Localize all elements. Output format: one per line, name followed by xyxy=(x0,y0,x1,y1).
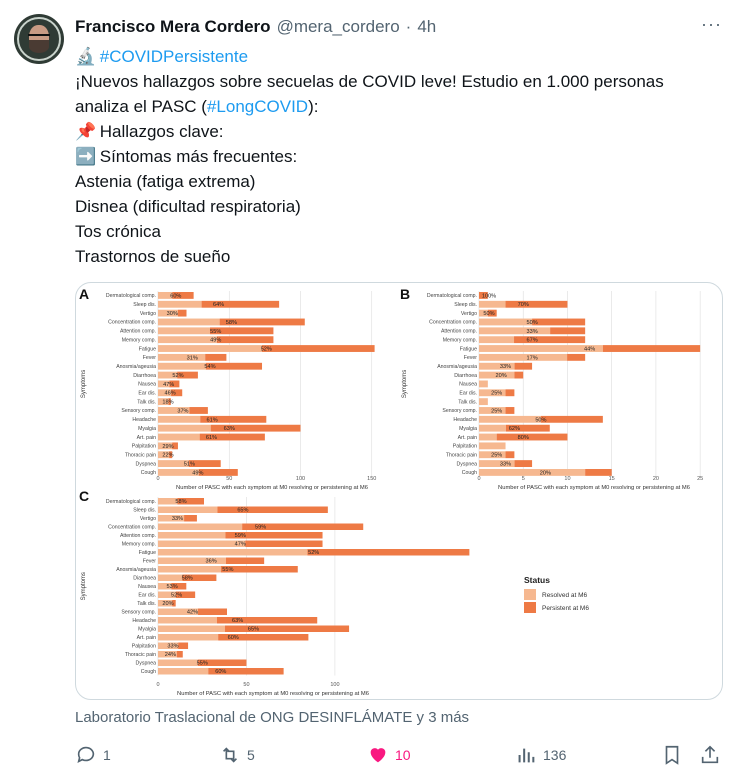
bar-resolved xyxy=(479,354,567,361)
symptom-item: Trastornos de sueño xyxy=(75,247,231,266)
bar-persistent xyxy=(514,372,523,379)
bar-resolved xyxy=(158,336,217,343)
category-label: Dyspnea xyxy=(135,461,156,468)
category-label: Sensory comp. xyxy=(442,408,477,415)
category-label: Headache xyxy=(132,617,156,624)
bar-persistent xyxy=(567,354,585,361)
bar-persistent xyxy=(178,643,188,650)
category-label: Sensory comp. xyxy=(121,609,156,616)
data-label: 55% xyxy=(222,567,234,574)
x-tick-label: 25 xyxy=(697,476,704,482)
data-label: 30% xyxy=(166,311,178,318)
text-line-key-findings xyxy=(75,119,715,144)
data-label: 46% xyxy=(164,390,176,397)
y-axis-label: Symptoms xyxy=(402,369,408,399)
bar-persistent xyxy=(515,363,533,370)
data-label: 65% xyxy=(237,507,249,514)
data-label: 49% xyxy=(192,470,204,477)
bar-resolved xyxy=(479,442,506,449)
y-axis-label: Symptoms xyxy=(81,369,87,399)
bar-persistent xyxy=(515,460,533,467)
data-label: 53% xyxy=(166,584,178,591)
separator-dot: · xyxy=(405,17,412,36)
x-tick-label: 5 xyxy=(521,476,525,482)
x-axis-label: Number of PASC with each symptom at M0 resolving or persistening at M6 xyxy=(498,485,690,491)
bar-persistent xyxy=(497,434,568,441)
post-text xyxy=(75,44,715,269)
category-label: Cough xyxy=(140,668,156,675)
x-axis-label: Number of PASC with each symptom at M0 resolving or persistening at M6 xyxy=(176,485,368,491)
data-label: 33% xyxy=(526,328,538,335)
category-label: Ear dis. xyxy=(138,592,156,599)
views-icon xyxy=(515,744,537,766)
bar-persistent xyxy=(245,541,322,548)
data-label: 58% xyxy=(225,319,237,326)
category-label: Dermatological comp. xyxy=(426,293,477,300)
more-icon[interactable]: ··· xyxy=(701,14,722,34)
data-label: 65% xyxy=(247,626,260,633)
bar-resolved xyxy=(158,575,183,582)
bar-persistent xyxy=(506,301,568,308)
category-label: Art. pain xyxy=(457,434,477,441)
chart-figure xyxy=(76,283,722,699)
bar-resolved xyxy=(479,416,541,423)
bar-persistent xyxy=(199,469,238,476)
category-label: Nausea xyxy=(459,381,477,388)
bar-persistent xyxy=(177,651,183,658)
bar-resolved xyxy=(158,541,245,548)
data-label: 33% xyxy=(499,364,512,371)
data-label: 20% xyxy=(539,470,551,477)
category-label: Myalgia xyxy=(138,626,156,633)
data-label: 20% xyxy=(162,601,174,608)
views-count: 136 xyxy=(543,747,567,763)
bar-resolved xyxy=(158,301,202,308)
bar-persistent xyxy=(506,451,515,458)
bar-resolved xyxy=(158,626,225,633)
category-label: Thoracic pain xyxy=(124,651,156,658)
panel-label: C xyxy=(79,488,90,504)
category-label: Sleep dis. xyxy=(133,302,156,309)
key-findings-label: Hallazgos clave: xyxy=(99,122,224,141)
action-bar xyxy=(75,742,725,768)
data-label: 61% xyxy=(205,434,218,441)
data-label: 42% xyxy=(186,609,199,616)
data-label: 29% xyxy=(162,443,174,450)
hashtag-covidpersistente[interactable]: #COVIDPersistente xyxy=(99,47,249,66)
author-handle[interactable]: @mera_cordero xyxy=(276,17,400,36)
category-label: Anosmia/ageusia xyxy=(116,566,156,573)
bar-persistent xyxy=(217,507,327,514)
text-line-intro: ¡Nuevos hallazgos sobre secuelas de COVID leve! Estudio en 1.000 personas xyxy=(75,72,664,91)
data-label: 44% xyxy=(583,346,596,353)
x-tick-label: 20 xyxy=(652,476,659,482)
category-label: Fever xyxy=(463,355,477,362)
x-axis-label: Number of PASC with each symptom at M0 resolving or persistening at M6 xyxy=(177,691,369,697)
category-label: Memory comp. xyxy=(121,541,156,548)
legend-entry: Persistent at M6 xyxy=(542,605,589,612)
legend-title: Status xyxy=(524,575,550,585)
y-axis-label: Symptoms xyxy=(81,572,87,601)
text-line-tag xyxy=(75,44,715,69)
data-label: 50% xyxy=(535,417,547,424)
legend-entry: Resolved at M6 xyxy=(542,592,588,599)
category-label: Diarrhoea xyxy=(454,372,477,379)
right-arrow-icon: ➡️ xyxy=(75,147,97,166)
data-label: 22% xyxy=(162,452,174,459)
bar-persistent xyxy=(506,407,515,414)
repost-icon xyxy=(219,744,241,766)
data-label: 52% xyxy=(260,346,272,353)
data-label: 47% xyxy=(163,381,175,388)
category-label: Concentration comp. xyxy=(429,319,477,326)
data-label: 70% xyxy=(517,302,529,309)
category-label: Dyspnea xyxy=(456,461,477,468)
bar-persistent xyxy=(217,336,274,343)
image-caption[interactable]: Laboratorio Traslacional de ONG DESINFLÁMATE y 3 más xyxy=(75,709,470,726)
data-label: 51% xyxy=(183,461,195,468)
bar-resolved xyxy=(158,363,206,370)
post-image[interactable] xyxy=(75,282,723,700)
data-label: 80% xyxy=(517,434,529,441)
category-label: Memory comp. xyxy=(442,337,477,344)
x-tick-label: 10 xyxy=(564,476,571,482)
bar-persistent xyxy=(506,389,515,396)
category-label: Cough xyxy=(461,470,477,477)
symptom-item: Disnea (dificultad respiratoria) xyxy=(75,197,301,216)
legend-swatch xyxy=(524,602,536,613)
data-label: 54% xyxy=(204,364,216,371)
views-button[interactable] xyxy=(515,742,566,768)
category-label: Diarrhoea xyxy=(133,575,156,582)
pushpin-icon: 📌 xyxy=(75,122,97,141)
bar-resolved xyxy=(158,566,221,573)
data-label: 59% xyxy=(255,524,267,531)
data-label: 50% xyxy=(483,311,495,318)
data-label: 50% xyxy=(526,319,538,326)
bar-persistent xyxy=(514,336,585,343)
category-label: Fever xyxy=(142,355,156,362)
post-time[interactable]: 4h xyxy=(417,17,437,36)
category-label: Talk dis. xyxy=(458,399,477,406)
data-label: 100% xyxy=(481,293,497,300)
intro2-pre: analiza el PASC ( xyxy=(75,97,207,116)
bar-persistent xyxy=(603,345,700,352)
bar-resolved xyxy=(479,381,488,388)
category-label: Attention comp. xyxy=(119,328,156,335)
bar-resolved xyxy=(158,549,307,556)
category-label: Fatigue xyxy=(138,346,156,353)
bar-resolved xyxy=(158,668,208,675)
category-label: Diarrhoea xyxy=(133,372,156,379)
data-label: 24% xyxy=(164,652,176,659)
bar-resolved xyxy=(158,354,205,361)
bar-resolved xyxy=(479,469,585,476)
data-label: 25% xyxy=(491,408,503,415)
bookmark-icon xyxy=(661,744,683,766)
microscope-icon: 🔬 xyxy=(75,47,97,66)
data-label: 55% xyxy=(210,328,222,335)
bar-persistent xyxy=(532,319,585,326)
x-tick-label: 100 xyxy=(295,476,306,482)
avatar-glasses xyxy=(28,34,50,41)
bar-persistent xyxy=(225,626,349,633)
bar-persistent xyxy=(541,416,603,423)
category-label: Talk dis. xyxy=(137,399,156,406)
category-label: Palpitation xyxy=(131,443,156,450)
symptom-item: Astenia (fatiga extrema) xyxy=(75,172,256,191)
text-line-intro2 xyxy=(75,94,715,119)
category-label: Sensory comp. xyxy=(121,408,156,415)
data-label: 58% xyxy=(181,575,193,582)
data-label: 31% xyxy=(186,355,198,362)
repost-count: 5 xyxy=(247,747,255,763)
data-label: 20% xyxy=(495,373,507,380)
symptom-item: Tos crónica xyxy=(75,222,161,241)
bar-resolved xyxy=(158,660,198,667)
text-line-frequent xyxy=(75,144,715,169)
data-label: 18% xyxy=(162,399,174,406)
data-label: 62% xyxy=(508,426,520,433)
data-label: 67% xyxy=(526,337,538,344)
category-label: Cough xyxy=(140,470,156,477)
bar-resolved xyxy=(158,425,211,432)
bar-resolved xyxy=(479,319,532,326)
bar-persistent xyxy=(205,354,226,361)
category-label: Ear dis. xyxy=(459,390,477,397)
category-label: Attention comp. xyxy=(440,328,477,335)
category-label: Vertigo xyxy=(139,515,156,522)
data-label: 49% xyxy=(210,337,222,344)
data-label: 60% xyxy=(227,635,239,642)
avatar[interactable] xyxy=(14,14,64,64)
data-label: 52% xyxy=(308,550,320,557)
frequent-label: Síntomas más frecuentes: xyxy=(99,147,298,166)
x-tick-label: 50 xyxy=(226,476,233,482)
x-tick-label: 0 xyxy=(156,682,160,688)
bar-persistent xyxy=(226,558,264,565)
bar-resolved xyxy=(158,617,217,624)
bar-resolved xyxy=(158,524,242,531)
heart-icon xyxy=(367,744,389,766)
data-label: 58% xyxy=(175,499,187,506)
data-label: 55% xyxy=(196,660,208,667)
data-label: 47% xyxy=(234,541,246,548)
category-label: Art. pain xyxy=(136,434,156,441)
bar-resolved xyxy=(479,398,488,405)
data-label: 64% xyxy=(212,302,225,309)
data-label: 52% xyxy=(172,373,184,380)
x-tick-label: 50 xyxy=(243,682,250,688)
data-label: 25% xyxy=(491,452,503,459)
intro2-post: ): xyxy=(308,97,319,116)
category-label: Nausea xyxy=(138,583,156,590)
data-label: 63% xyxy=(232,618,244,625)
bar-resolved xyxy=(158,532,225,539)
x-tick-label: 0 xyxy=(477,476,481,482)
data-label: 33% xyxy=(499,461,512,468)
data-label: 63% xyxy=(223,426,235,433)
bookmark-button[interactable] xyxy=(661,742,683,768)
x-tick-label: 150 xyxy=(367,476,377,482)
bar-resolved xyxy=(479,434,497,441)
repost-button[interactable] xyxy=(219,742,255,768)
category-label: Thoracic pain xyxy=(124,452,156,459)
category-label: Myalgia xyxy=(459,425,477,432)
data-label: 36% xyxy=(205,558,217,565)
category-label: Dyspnea xyxy=(135,660,156,667)
bar-persistent xyxy=(307,549,469,556)
bar-persistent xyxy=(585,469,612,476)
bar-resolved xyxy=(158,319,220,326)
x-tick-label: 100 xyxy=(330,682,340,688)
bar-resolved xyxy=(158,434,200,441)
data-label: 59% xyxy=(234,533,246,540)
data-label: 17% xyxy=(526,355,538,362)
data-label: 60% xyxy=(170,293,182,300)
category-label: Vertigo xyxy=(460,310,477,317)
category-label: Anosmia/ageusia xyxy=(116,363,156,370)
legend-swatch xyxy=(524,589,536,600)
bar-resolved xyxy=(479,301,506,308)
category-label: Attention comp. xyxy=(119,532,156,539)
bar-persistent xyxy=(550,327,585,334)
x-tick-label: 0 xyxy=(156,476,160,482)
like-count: 10 xyxy=(395,747,411,763)
share-icon xyxy=(699,744,721,766)
reply-button[interactable] xyxy=(75,742,111,768)
panel-label: A xyxy=(79,286,90,302)
like-button[interactable] xyxy=(367,742,411,768)
category-label: Concentration comp. xyxy=(108,524,156,531)
category-label: Nausea xyxy=(138,381,156,388)
hashtag-longcovid[interactable]: #LongCOVID xyxy=(206,97,309,116)
category-label: Vertigo xyxy=(139,310,156,317)
category-label: Fever xyxy=(142,558,156,565)
data-label: 60% xyxy=(215,669,227,676)
bar-resolved xyxy=(158,327,210,334)
data-label: 61% xyxy=(206,417,218,424)
category-label: Headache xyxy=(453,417,477,424)
category-label: Talk dis. xyxy=(137,600,156,607)
category-label: Memory comp. xyxy=(121,337,156,344)
bar-persistent xyxy=(262,345,375,352)
category-label: Palpitation xyxy=(452,443,477,450)
category-label: Myalgia xyxy=(138,425,156,432)
reply-icon xyxy=(75,744,97,766)
x-tick-label: 15 xyxy=(608,476,615,482)
author-name[interactable]: Francisco Mera Cordero xyxy=(75,17,271,36)
bar-resolved xyxy=(158,345,262,352)
bar-persistent xyxy=(189,407,207,414)
category-label: Sleep dis. xyxy=(133,507,156,514)
avatar-beard xyxy=(29,40,49,53)
category-label: Art. pain xyxy=(136,634,156,641)
bar-persistent xyxy=(184,515,197,522)
category-label: Headache xyxy=(132,417,156,424)
data-label: 37% xyxy=(177,408,189,415)
category-label: Dermatological comp. xyxy=(105,293,156,300)
bar-resolved xyxy=(158,507,217,514)
bar-resolved xyxy=(479,327,550,334)
bar-resolved xyxy=(158,416,200,423)
category-label: Thoracic pain xyxy=(445,452,477,459)
category-label: Dermatological comp. xyxy=(105,498,156,505)
category-label: Fatigue xyxy=(138,549,156,556)
category-label: Ear dis. xyxy=(138,390,156,397)
bar-resolved xyxy=(479,425,506,432)
category-label: Concentration comp. xyxy=(108,319,156,326)
post-header xyxy=(75,16,720,38)
share-button[interactable] xyxy=(699,742,721,768)
category-label: Fatigue xyxy=(459,346,477,353)
data-label: 25% xyxy=(491,390,503,397)
category-label: Anosmia/ageusia xyxy=(437,363,477,370)
data-label: 33% xyxy=(167,643,179,650)
bar-persistent xyxy=(198,609,227,616)
data-label: 52% xyxy=(170,592,183,599)
bar-persistent xyxy=(178,310,187,317)
panel-label: B xyxy=(400,286,411,302)
category-label: Palpitation xyxy=(131,643,156,650)
bar-resolved xyxy=(158,634,218,641)
bar-resolved xyxy=(479,336,514,343)
data-label: 33% xyxy=(171,516,184,523)
reply-count: 1 xyxy=(103,747,111,763)
category-label: Sleep dis. xyxy=(454,302,477,309)
